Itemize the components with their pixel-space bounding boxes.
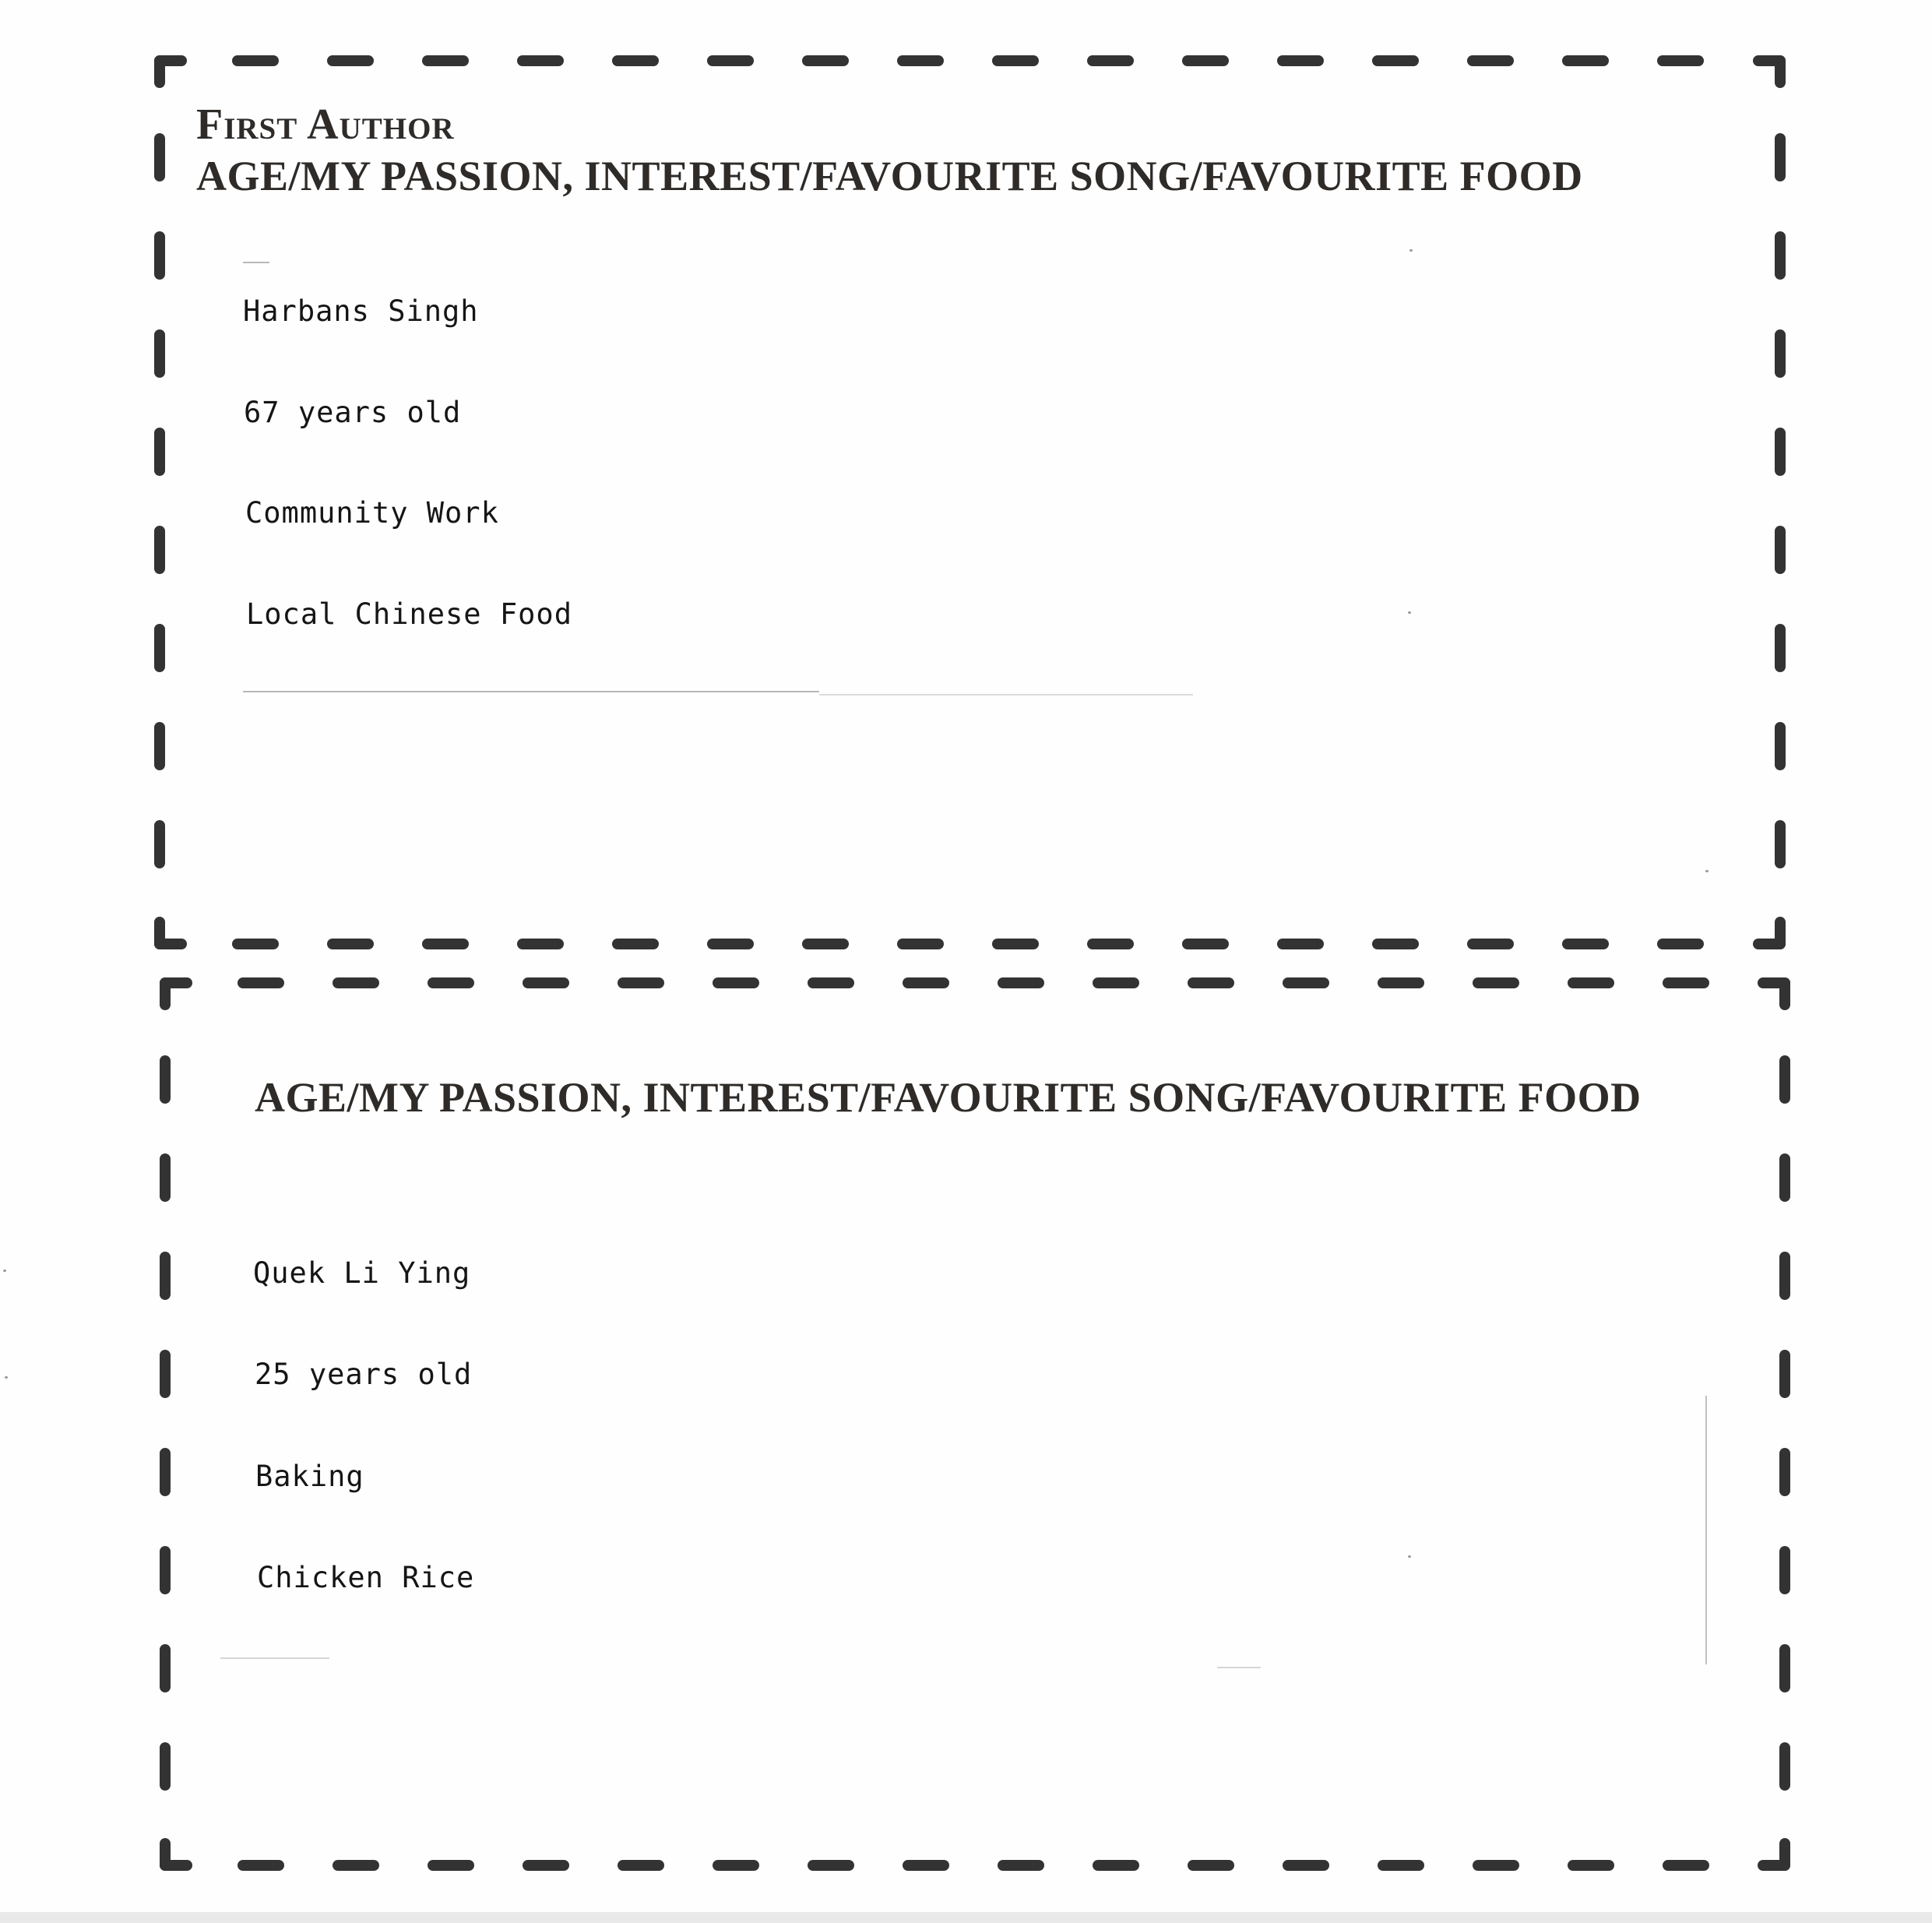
first-author-subheading: AGE/MY PASSION, INTEREST/FAVOURITE SONG/FAVOURITE FOOD <box>196 153 1583 199</box>
second-author-subheading: AGE/MY PASSION, INTEREST/FAVOURITE SONG/FAVOURITE FOOD <box>255 1074 1642 1121</box>
first-author-food: Local Chinese Food <box>246 597 572 631</box>
scan-speck <box>3 1270 6 1272</box>
first-author-passion: Community Work <box>245 496 499 530</box>
divider-line <box>819 694 1193 696</box>
scan-speck <box>1408 1555 1411 1558</box>
first-author-name: Harbans Singh <box>243 294 479 328</box>
first-author-heading: First Author <box>196 100 455 149</box>
second-author-passion: Baking <box>255 1460 364 1493</box>
second-author-food: Chicken Rice <box>257 1561 475 1594</box>
first-author-age: 67 years old <box>244 396 462 429</box>
scan-speck <box>1408 611 1411 614</box>
divider-line <box>1705 1396 1707 1664</box>
second-author-age: 25 years old <box>255 1358 473 1391</box>
second-author-name: Quek Li Ying <box>253 1256 471 1290</box>
scan-speck <box>1409 249 1413 252</box>
scan-speck <box>1705 870 1709 872</box>
divider-line <box>220 1657 329 1659</box>
scan-speck <box>5 1376 8 1379</box>
divider-line <box>243 691 819 692</box>
divider-line <box>243 262 269 263</box>
divider-line <box>1217 1667 1261 1668</box>
